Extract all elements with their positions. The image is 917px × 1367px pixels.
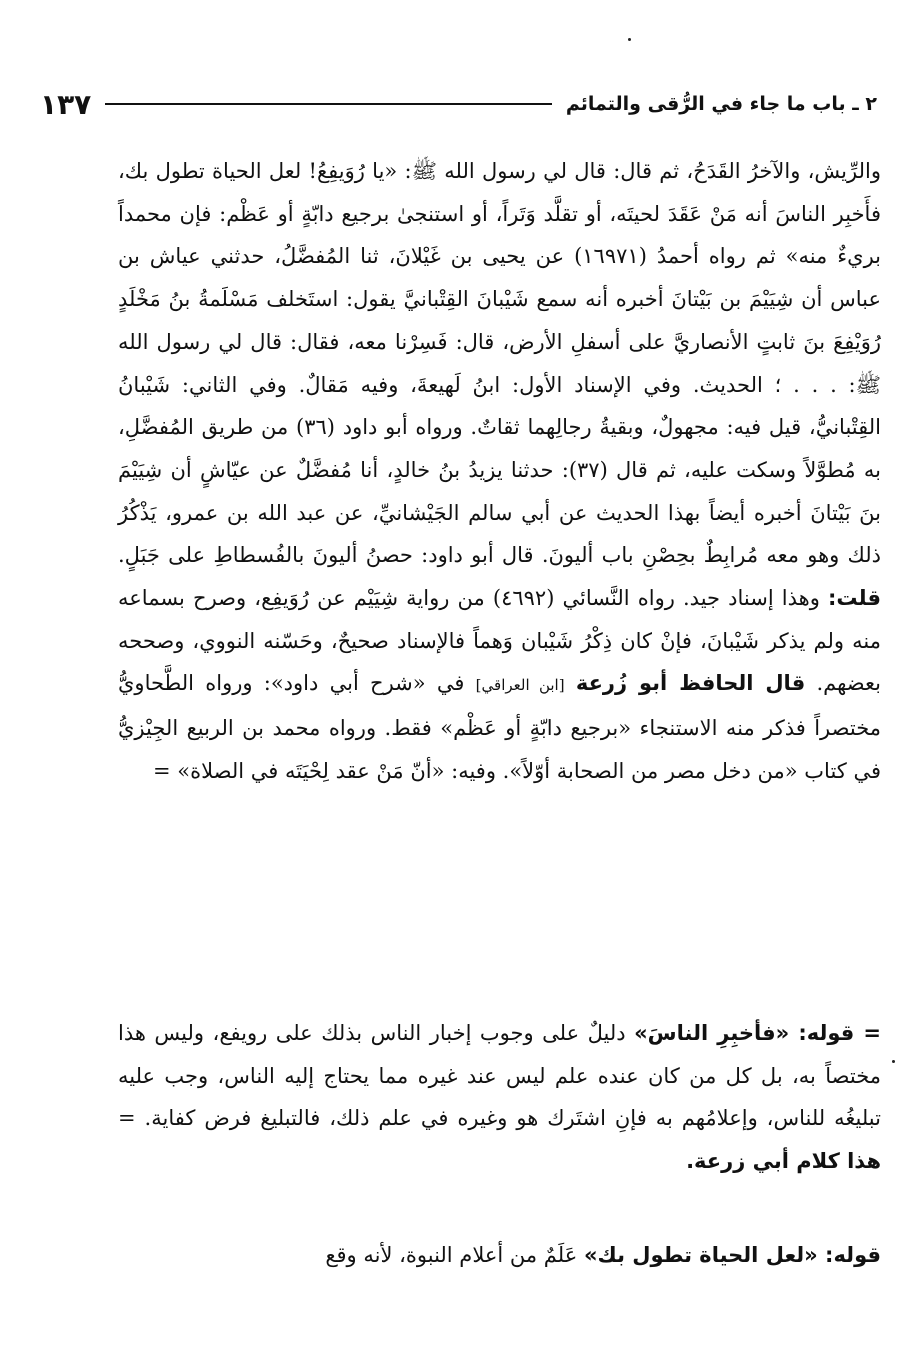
end-note: هذا كلام أبي زرعة.: [686, 1149, 881, 1174]
footnote-paragraph-1: والرِّيش، والآخرُ القَدَحُ، ثم قال: قال لي رسول الله ﷺ: «يا رُوَيفِعُ! لعل الحياة تطول بك، فأَخبِر الناسَ أنه مَنْ عَقَدَ لحيتَه، أو تقلَّد وَتَراً، أو استنجىٰ برجيع دابّةٍ أو عَظْم: فإن محمداً بريءٌ منه» ثم رواه أحمدُ (١٦٩٧١) عن يحيى بن غَيْلانَ، ثنا المُفضَّلُ، حدثني عياش بن عباس أن شِيَيْمَ بن بَيْتانَ أخبره أنه سمع شَيْبانَ القِتْبانيَّ يقول: استَخلف مَسْلَمةُ بنُ مَخْلَدٍ رُوَيْفِعَ بنَ ثابتٍ الأنصاريَّ على أسفلِ الأرض، قال: فَسِرْنا معه، فقال: قال لي رسول الله ﷺ: . . . ؛ الحديث. وفي الإسناد الأول: ابنُ لَهيعةَ، وفيه مَقالٌ. وفي الثاني: شَيْبانُ القِتْبانيُّ، قيل فيه: مجهولٌ، وبقيةُ رجالِهما ثقاتٌ. ورواه أبو داود (٣٦) من طريق المُفضَّلِ، به مُطوَّلاً وسكت عليه، ثم قال (٣٧): حدثنا يزيدُ بنُ خالدٍ، أنا مُفضَّلٌ عن عيّاشٍ أن شِيَيْمَ بنَ بَيْتانَ أخبره أيضاً بهذا الحديث عن أبي سالم الجَيْشانيِّ، عن عبد الله بن عمرو، يَذْكُرُ ذلك وهو معه مُرابِطٌ بحِصْنِ باب أليونَ. قال أبو داود: حصنُ أليونَ بالفُسطاطِ على جَبَلٍ. قلت: وهذا إسناد جيد. رواه النَّسائي (٤٦٩٢) من رواية شِيَيْم عن رُوَيفِع، وصرح بسماعه منه ولم يذكر شَيْبانَ، فإنْ كان ذِكْرُ شَيْبان وَهماً فالإسناد صحيحٌ، وحَسّنه النووي، وصححه بعضهم. قال الحافظ أبو زُرعة [ابن العراقي] في «شرح أبي داود»: ورواه الطَّحاويُّ مختصراً فذكر منه الاستنجاء «برجيع دابّةٍ أو عَظْم» فقط. ورواه محمد بن الربيع الجِيْزيُّ في كتاب «من دخل مصر من الصحابة أوّلاً». وفيه: «أنّ مَنْ عقد لِحْيَتَه في الصلاة» =: [118, 159, 882, 783]
qultu-label: قلت:: [828, 586, 881, 611]
page-header: [40, 84, 877, 124]
commentary-paragraph-2: قوله: «لعل الحياة تطول بك» عَلَمٌ من أعلام النبوة، لأنه وقع: [325, 1243, 881, 1267]
commentary-block-2: [118, 1234, 881, 1277]
footnote-block: [118, 150, 881, 793]
scan-speck: [628, 38, 631, 41]
qal-hafiz-label: قال الحافظ أبو زُرعة: [575, 671, 806, 696]
qawluhu-label-2: قوله: «لعل الحياة تطول بك»: [583, 1243, 881, 1267]
scan-speck: [892, 1060, 895, 1063]
commentary-block: [118, 1012, 881, 1183]
page-number: ١٣٧: [40, 87, 92, 121]
header-rule: [105, 103, 552, 105]
bracket-note: [ابن العراقي]: [475, 676, 565, 695]
qawluhu-label-1: = قوله: «فأخبِرِ الناسَ»: [634, 1021, 881, 1045]
commentary-paragraph-1: = قوله: «فأخبِرِ الناسَ» دليلٌ على وجوب إخبار الناس بذلك على رويفع، وليس هذا مختصاً به، بل كل من كان عنده علم ليس عند غيره مما يحتاج إليه الناس، وجب عليه تبليغُه للناس، وإعلامُهم به فإنِ اشتَرك هو وغيره في علم ذلك، فالتبليغ فرض كفاية. = هذا كلام أبي زرعة.: [118, 1021, 881, 1174]
chapter-title: ٢ ـ باب ما جاء في الرُّقى والتمائم: [565, 93, 877, 115]
